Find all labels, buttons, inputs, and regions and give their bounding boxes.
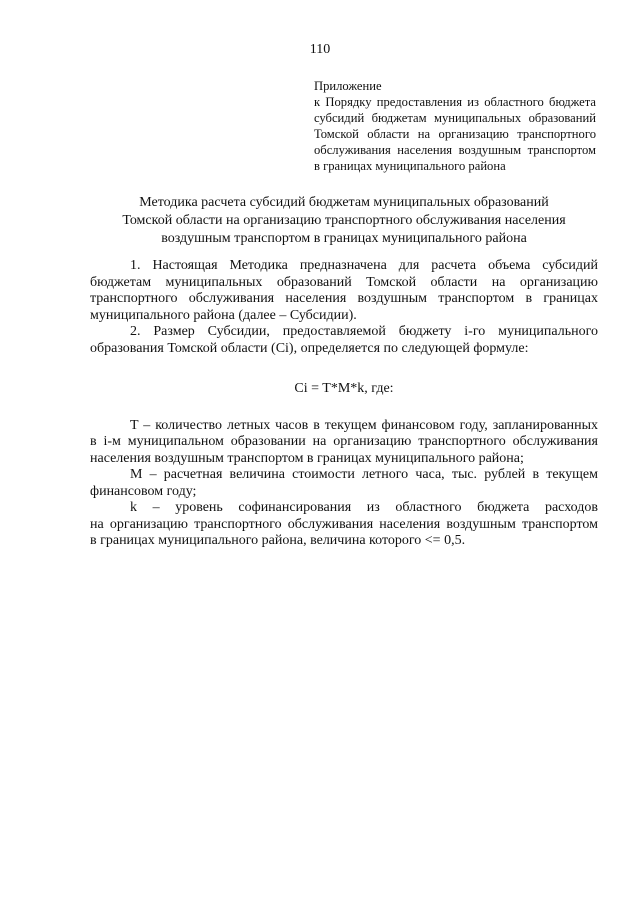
text-line: образования Томской области (Ci), определяется по следующей формуле:: [90, 340, 529, 356]
text-line: в границах муниципального района, величина которого <= 0,5.: [90, 533, 466, 548]
title-line: Томской области на организацию транспортного обслуживания населения: [122, 213, 566, 228]
appendix-line: к Порядку предоставления из областного бюджета: [314, 95, 596, 109]
text-line: 1. Настоящая Методика предназначена для расчета объема субсидий: [130, 258, 598, 273]
page-number: 110: [309, 42, 331, 57]
text-line: муниципального района (далее – Субсидии).: [90, 307, 357, 323]
appendix-line: обслуживания населения воздушным транспортом: [314, 143, 596, 157]
title-line: воздушным транспортом в границах муниципального района: [161, 231, 527, 246]
text-line: k – уровень софинансирования из областного бюджета расходов: [130, 500, 598, 515]
definition-m: [90, 467, 598, 500]
document-body: [90, 258, 598, 550]
paragraph-1: [90, 258, 598, 324]
appendix-line: Томской области на организацию транспортного: [314, 127, 596, 141]
text-line: T – количество летных часов в текущем финансовом году, запланированных: [130, 417, 598, 433]
text-line: на организацию транспортного обслуживания населения воздушным транспортом: [90, 516, 598, 532]
text-line: финансовом году;: [90, 483, 197, 499]
title-line: Методика расчета субсидий бюджетам муниципальных образований: [139, 195, 549, 210]
appendix-block: [314, 78, 596, 174]
text-line: транспортного обслуживания населения воздушным транспортом в границах: [90, 291, 598, 306]
formula: Ci = T*M*k, где:: [294, 381, 394, 396]
text-line: 2. Размер Субсидии, предоставляемой бюджету i-го муниципального: [130, 324, 598, 339]
text-line: M – расчетная величина стоимости летного часа, тыс. рублей в текущем: [130, 467, 598, 482]
appendix-line: субсидий бюджетам муниципальных образований: [314, 111, 596, 125]
definition-k: [90, 500, 598, 550]
document-title: [90, 194, 598, 248]
text-line: населения воздушным транспортом в границах муниципального района;: [90, 450, 524, 466]
definition-t: [90, 418, 598, 468]
paragraph-2: [90, 324, 598, 357]
text-line: бюджетам муниципальных образований Томской области на организацию: [90, 274, 598, 290]
appendix-line: Приложение: [314, 79, 382, 93]
appendix-line: в границах муниципального района: [314, 159, 506, 173]
text-line: в i-м муниципальном образовании на организацию транспортного обслуживания: [90, 434, 598, 449]
